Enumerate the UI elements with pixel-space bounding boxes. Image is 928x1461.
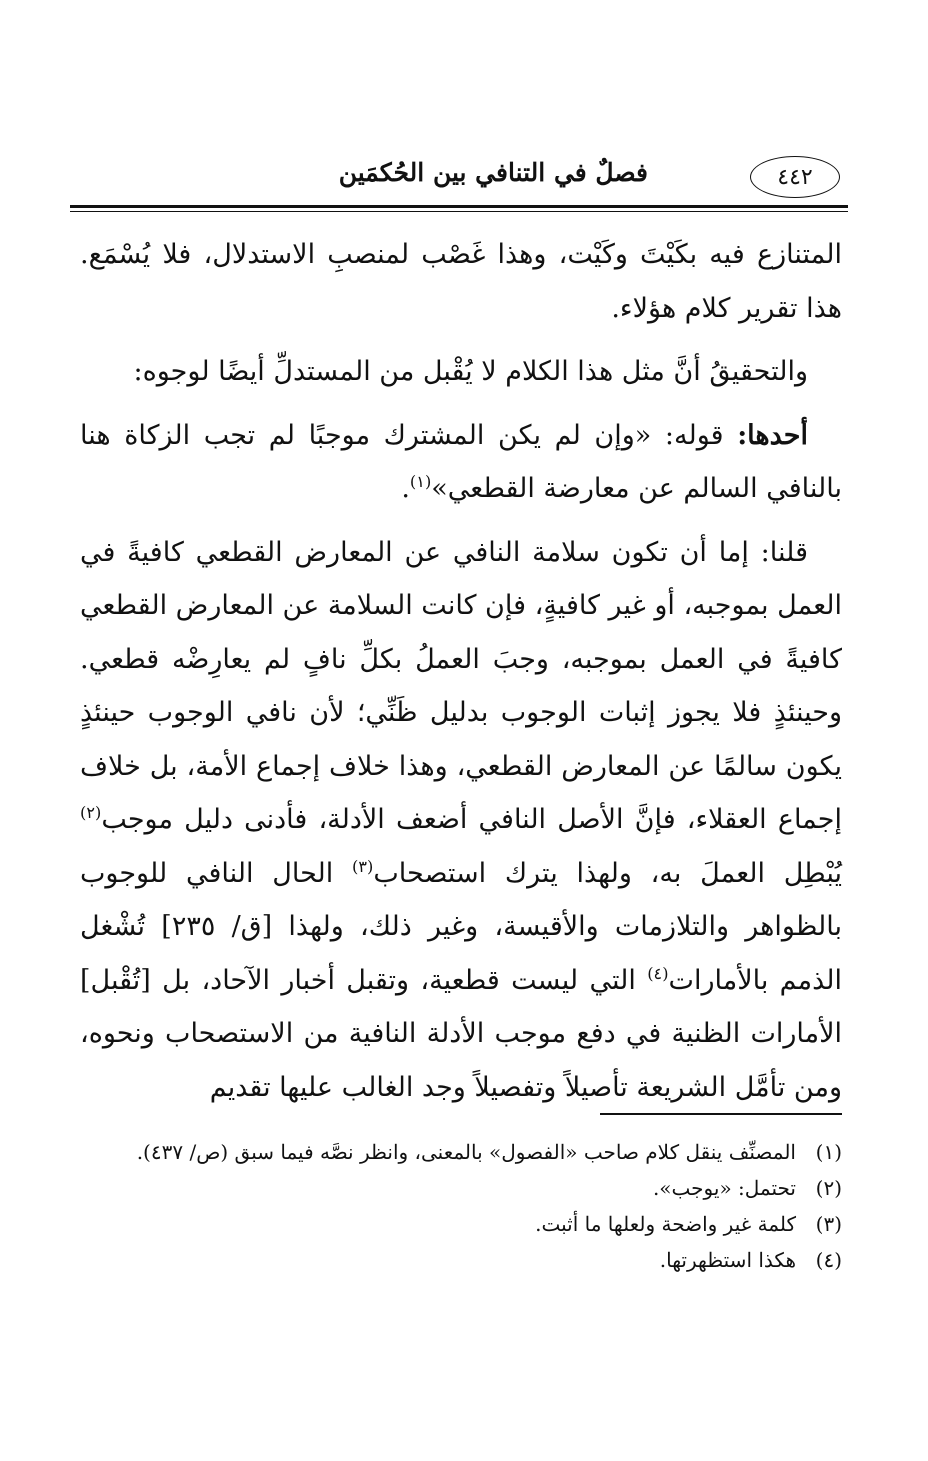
footnote-item <box>80 1244 842 1277</box>
paragraph-2: والتحقيقُ أنَّ مثل هذا الكلام لا يُقْبل من المستدلِّ أيضًا لوجوه: <box>133 356 808 387</box>
footnote-item <box>80 1172 842 1205</box>
footnote-ref-4: (٤) <box>647 963 669 983</box>
header-rule-thick <box>70 205 848 208</box>
paragraph-4-part-c: الحال النافي للوجوب بالظواهر والتلازمات والأقيسة، وغير ذلك، ولهذا [ق/ ٢٣٥] تُشْغل الذمم بالأمارات <box>80 857 842 996</box>
footnote-number: (٣) <box>815 1212 842 1236</box>
footnote-item <box>80 1208 842 1241</box>
footnote-text: تحتمل: «يوجب». <box>652 1176 796 1200</box>
paragraph-1: المتنازع فيه بكَيْتَ وكَيْت، وهذا غَصْب لمنصبِ الاستدلال، فلا يُسْمَع. هذا تقرير كلام هؤلاء. <box>80 239 842 324</box>
footnote-text: هكذا استظهرتها. <box>659 1248 796 1272</box>
footnotes <box>80 1136 842 1280</box>
paragraph-4-part-b: يُبْطِل العملَ به، ولهذا يترك استصحاب <box>373 857 842 889</box>
page-number-badge <box>750 156 840 198</box>
paragraph-3 <box>80 409 842 516</box>
footnote-item <box>80 1136 842 1169</box>
footnote-ref-2: (٢) <box>80 803 102 822</box>
footnote-separator <box>600 1113 842 1115</box>
paragraph-3-text: قوله: «وإن لم يكن المشترك موجبًا لم تجب الزكاة هنا بالنافي السالم عن معارضة القطعي» <box>80 419 842 504</box>
paragraph-4-part-d: التي ليست قطعية، وتقبل أخبار الآحاد، بل [تُقْبل] الأمارات الظنية في دفع موجب الأدلة النافية من الاستصحاب ونحوه، ومن تأمَّل الشريعة تأصيلاً وتفصيلاً وجد الغالب عليها تقديم <box>80 964 842 1103</box>
paragraph-4-part-a: قلنا: إما أن تكون سلامة النافي عن المعارض القطعي كافيةً في العمل بموجبه، أو غير كافيةٍ، فإن كانت السلامة عن المعارض القطعي كافيةً في العمل بموجبه، وجبَ العملُ بكلِّ نافٍ لم يعارِضْه قطعي. وحينئذٍ فلا يجوز إثبات الوجوب بدليل ظَنِّي؛ لأن نافي الوجوب حينئذٍ يكون سالمًا عن المعارض القطعي، وهذا خلاف إجماع الأمة، بل خلاف إجماع العقلاء، فإنَّ الأصل النافي أضعف الأدلة، فأدنى دليل موجب <box>80 536 842 835</box>
paragraph-4 <box>80 526 842 1115</box>
running-title: فصلٌ في التنافي بين الحُكمَين <box>338 158 648 187</box>
footnote-ref-1: (١) <box>409 472 432 491</box>
paragraph-3-lead: أحدها: <box>737 419 808 451</box>
footnote-number: (٢) <box>815 1176 842 1200</box>
paragraph-3-end: . <box>401 473 410 504</box>
main-text <box>80 228 842 1114</box>
page-number: ٤٤٢ <box>777 164 813 190</box>
header-rule-thin <box>70 211 848 212</box>
footnote-text: المصنِّف ينقل كلام صاحب «الفصول» بالمعنى، وانظر نصَّه فيما سبق (ص/ ٤٣٧). <box>136 1140 796 1164</box>
page-header <box>70 152 848 204</box>
footnote-number: (١) <box>815 1140 842 1164</box>
footnote-number: (٤) <box>815 1248 842 1272</box>
footnote-text: كلمة غير واضحة ولعلها ما أثبت. <box>535 1212 796 1236</box>
footnote-ref-3: (٣) <box>352 856 374 876</box>
